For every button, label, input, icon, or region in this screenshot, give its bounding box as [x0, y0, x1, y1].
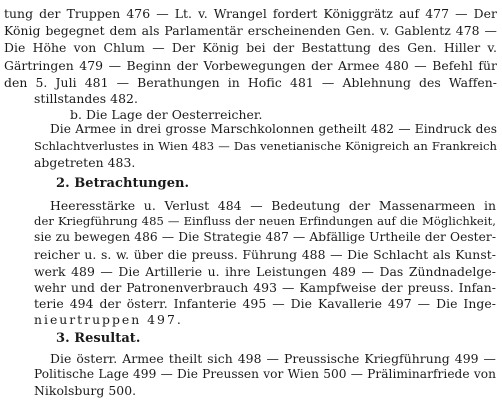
text-line: nieurtruppen 497. [34, 312, 183, 328]
section-subheading: b. Die Lage der Oesterreicher. [70, 107, 263, 123]
text-line: Politische Lage 499 — Die Preussen vor Wien 500 — Präliminarfriede von [34, 366, 496, 381]
text-line: wehr und der Patronenverbrauch 493 — Kampfweise der preuss. Infan- [34, 279, 496, 295]
text-line: Die österr. Armee theilt sich 498 — Preussische Kriegführung 499 — [50, 350, 496, 366]
text-line: stillstandes 482. [34, 90, 138, 106]
text-line: Die Höhe von Chlum — Der König bei der Bestattung des Gen. Hiller v. [4, 40, 497, 56]
text-line: terie 494 der österr. Infanterie 495 — Die Kavallerie 497 — Die Inge- [34, 296, 496, 312]
text-line: Heeresstärke u. Verlust 484 — Bedeutung der Massenarmeen in [50, 197, 496, 213]
section-heading: 2. Betrachtungen. [56, 175, 190, 191]
text-line: werk 489 — Die Artillerie u. ihre Leistungen 489 — Das Zündnadelge- [34, 263, 496, 279]
text-line: Gärtringen 479 — Beginn der Vorbewegungen der Armee 480 — Befehl für [4, 57, 497, 73]
section-heading: 3. Resultat. [56, 331, 141, 347]
text-line: tung der Truppen 476 — Lt. v. Wrangel fordert Königgrätz auf 477 — Der [4, 6, 497, 21]
text-line: Schlachtverlustes in Wien 483 — Das venetianische Königreich an Frankreich [34, 138, 497, 153]
text-line: Die Armee in drei grosse Marschkolonnen getheilt 482 — Eindruck des [50, 122, 497, 137]
text-line: Nikolsburg 500. [34, 383, 137, 398]
text-line: den 5. Juli 481 — Berathungen in Hofic 481 — Ablehnung des Waffen- [4, 74, 497, 90]
text-line: reicher u. s. w. über die preuss. Führung 488 — Die Schlacht als Kunst- [34, 246, 496, 262]
text-line: sie zu bewegen 486 — Die Strategie 487 — Abfällige Urtheile der Oester- [34, 230, 496, 245]
text-line: König begegnet dem als Parlamentär erscheinenden Gen. v. Gablentz 478 — [4, 23, 497, 39]
text-line: der Kriegführung 485 — Einfluss der neuen Erfindungen auf die Möglichkeit, [34, 214, 496, 229]
text-line: abgetreten 483. [34, 154, 136, 170]
